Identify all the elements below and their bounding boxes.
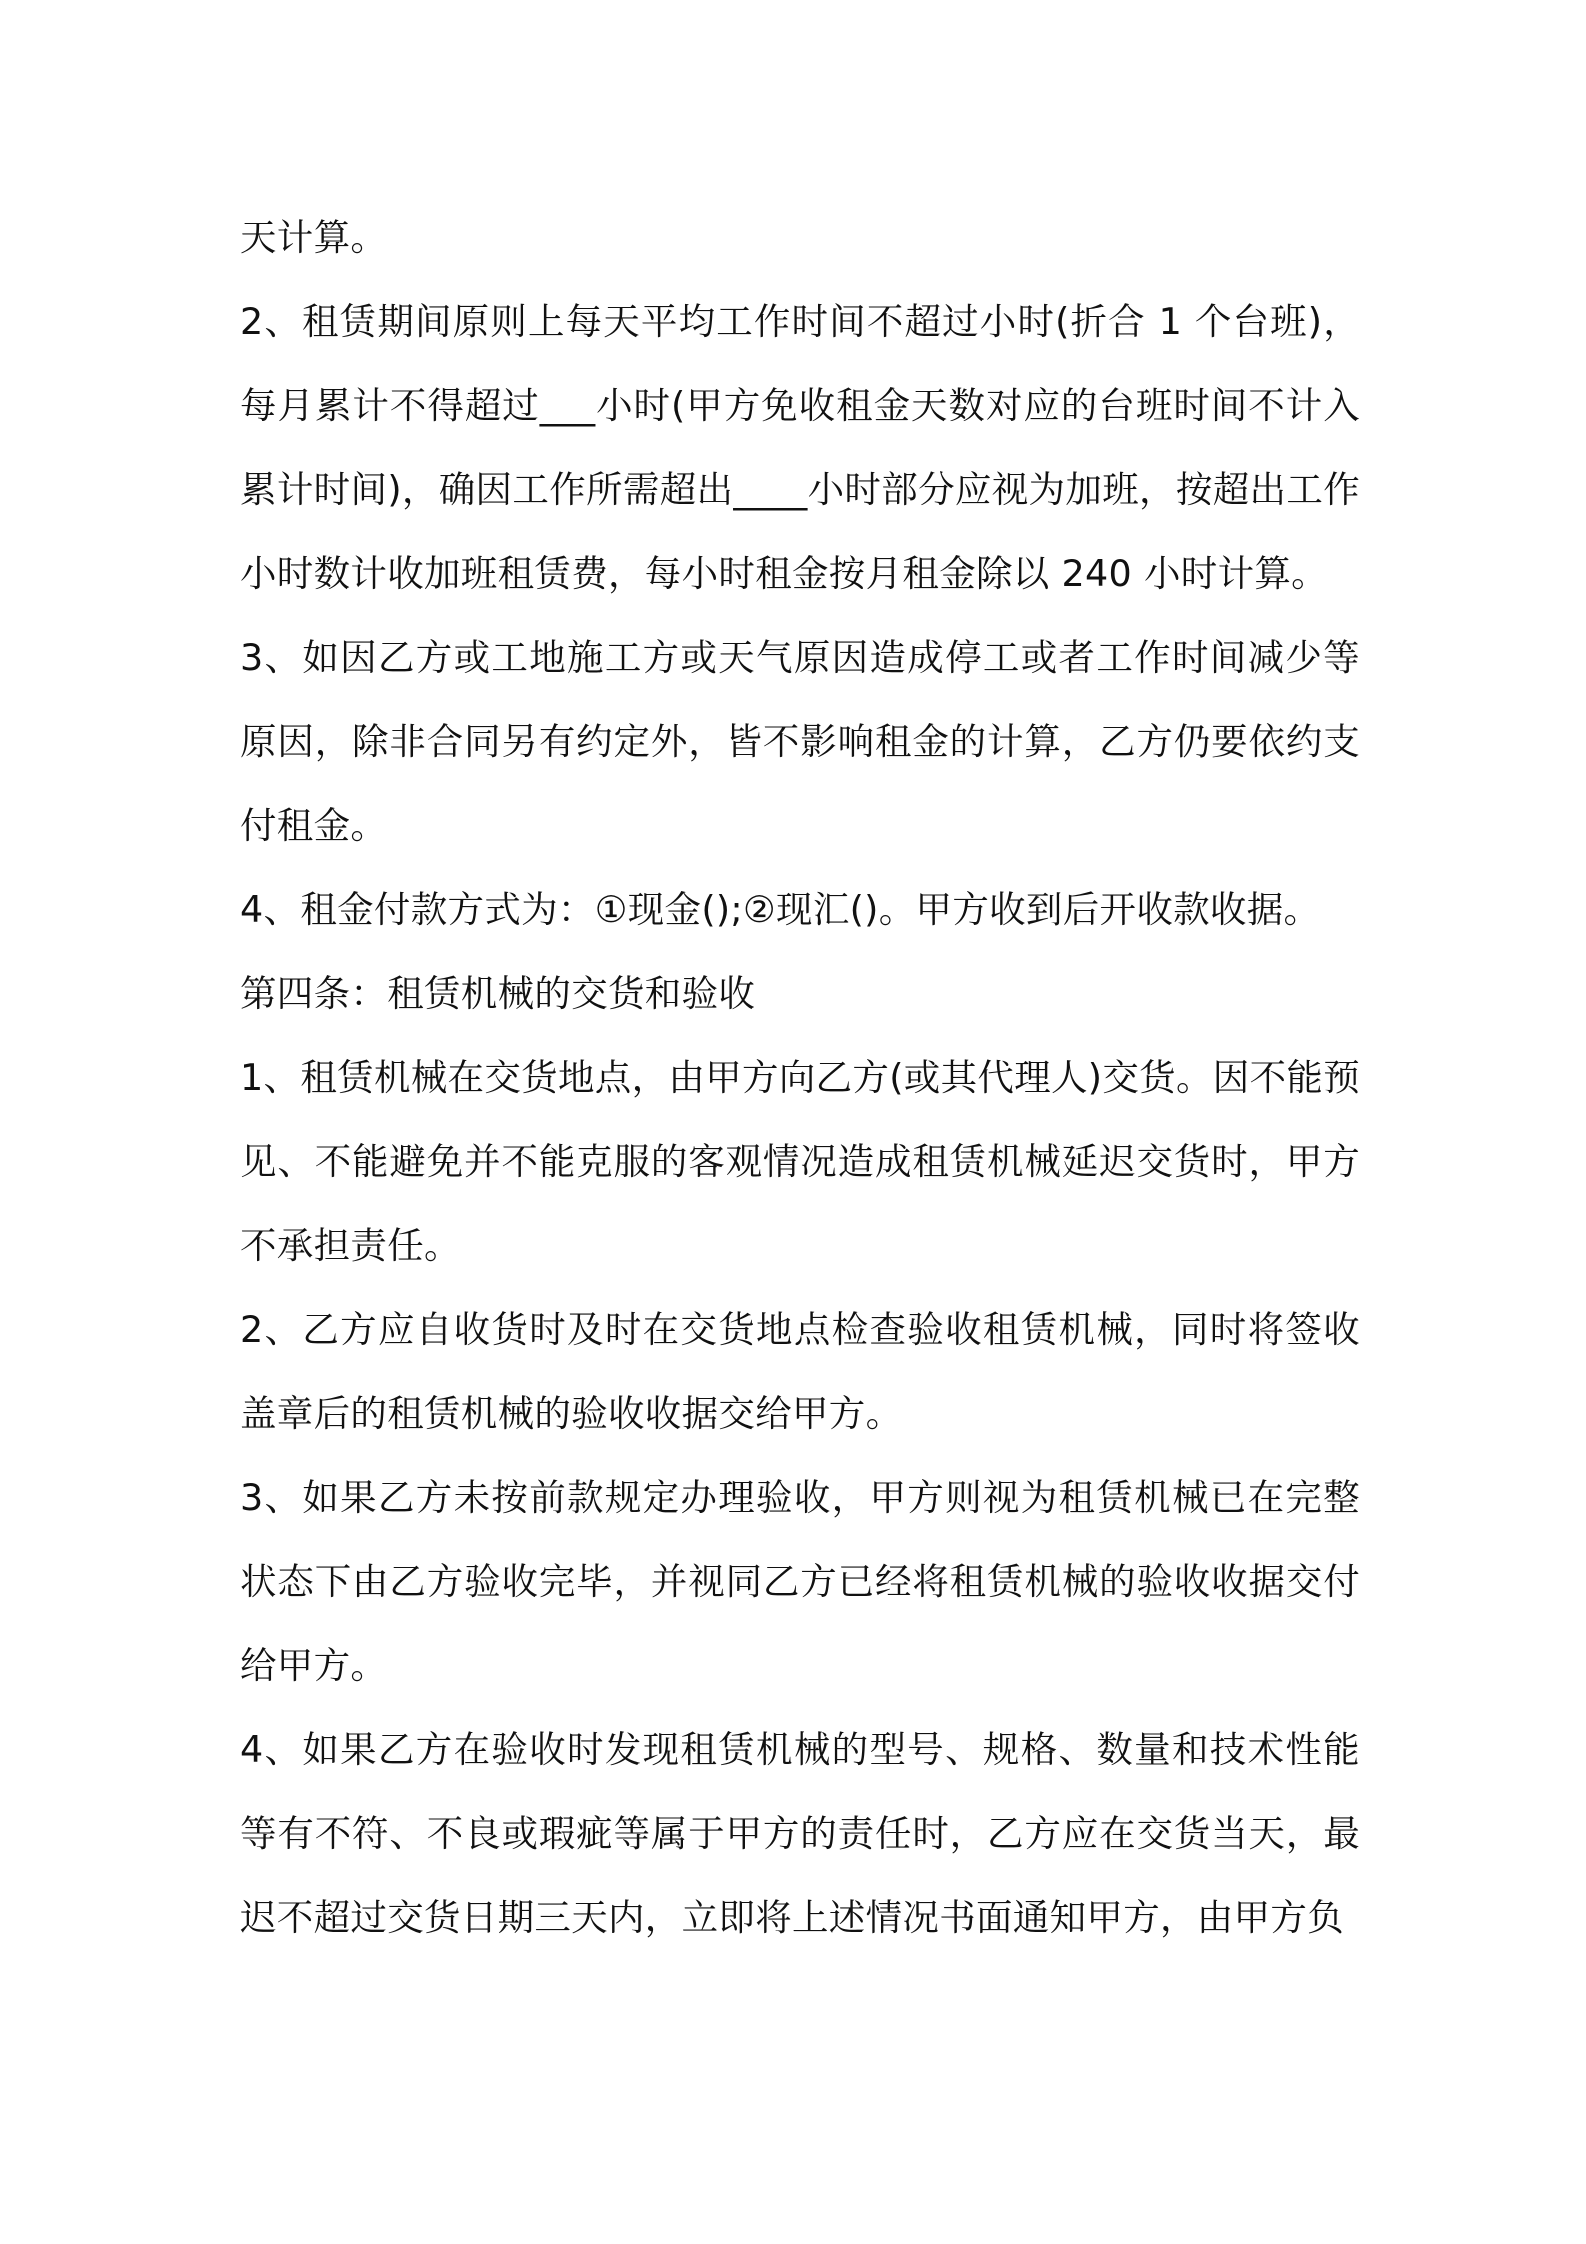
paragraph-clause-3-stoppage: 3、如因乙方或工地施工方或天气原因造成停工或者工作时间减少等原因，除非合同另有约定外，皆不影响租金的计算，乙方仍要依约支付租金。	[240, 636, 1360, 847]
paragraph-delivery-4: 4、如果乙方在验收时发现租赁机械的型号、规格、数量和技术性能等有不符、不良或瑕疵等属于甲方的责任时，乙方应在交货当天，最迟不超过交货日期三天内，立即将上述情况书面通知甲方，由甲方负	[240, 1728, 1360, 1939]
paragraph-delivery-2: 2、乙方应自收货时及时在交货地点检查验收租赁机械，同时将签收盖章后的租赁机械的验收收据交给甲方。	[240, 1308, 1360, 1435]
paragraph-delivery-1: 1、租赁机械在交货地点，由甲方向乙方(或其代理人)交货。因不能预见、不能避免并不能克服的客观情况造成租赁机械延迟交货时，甲方不承担责任。	[240, 1056, 1360, 1267]
paragraph-continuation: 天计算。	[240, 216, 388, 259]
paragraph-clause-4-payment-method: 4、租金付款方式为：①现金();②现汇()。甲方收到后开收款收据。	[240, 888, 1321, 931]
article-4-heading: 第四条：租赁机械的交货和验收	[240, 972, 756, 1015]
paragraph-delivery-3: 3、如果乙方未按前款规定办理验收，甲方则视为租赁机械已在完整状态下由乙方验收完毕，并视同乙方已经将租赁机械的验收收据交付给甲方。	[240, 1476, 1360, 1687]
contract-text-body	[240, 196, 1360, 1960]
paragraph-clause-2-working-hours: 2、租赁期间原则上每天平均工作时间不超过小时(折合 1 个台班)，每月累计不得超过___小时(甲方免收租金天数对应的台班时间不计入累计时间)，确因工作所需超出____小时部分应视为加班，按超出工作小时数计收加班租赁费，每小时租金按月租金除以 240 小时计算。	[240, 300, 1360, 595]
